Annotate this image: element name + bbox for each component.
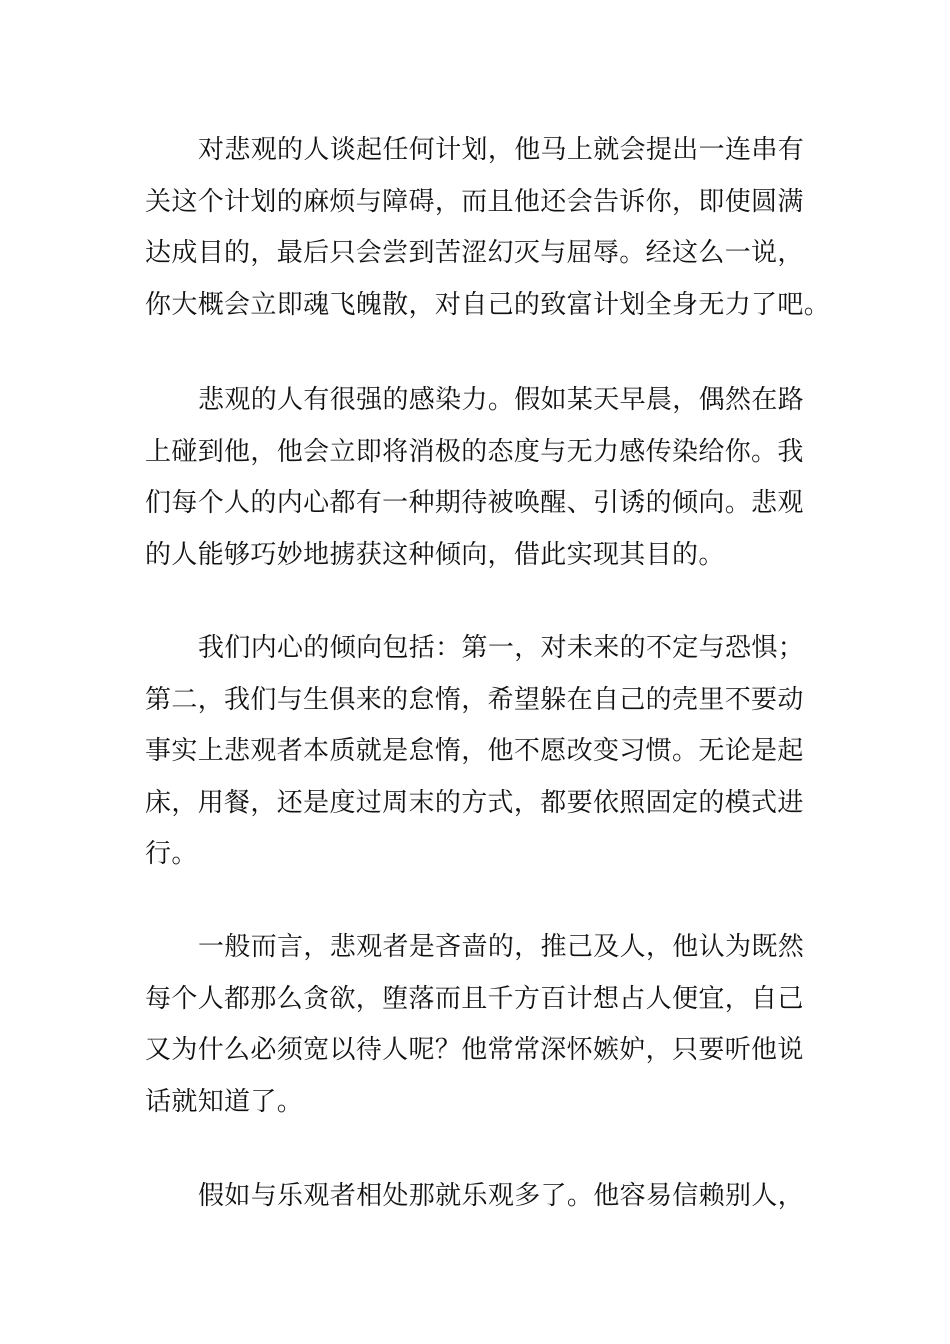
- paragraph-2: [145, 375, 809, 581]
- paragraph-line: 假如与乐观者相处那就乐观多了。他容易信赖别人，: [198, 1181, 805, 1211]
- paragraph-line: 悲观的人有很强的感染力。假如某天早晨，偶然在路: [198, 385, 805, 415]
- paragraph-line: 一般而言，悲观者是吝啬的，推己及人，他认为既然: [198, 932, 805, 962]
- paragraph-5: [145, 1171, 809, 1223]
- paragraph-line: 关这个计划的麻烦与障碍，而且他还会告诉你，即使圆满: [145, 186, 804, 217]
- paragraph-line: 的人能够巧妙地掳获这种倾向，借此实现其目的。: [145, 539, 725, 570]
- paragraph-line: 对悲观的人谈起任何计划，他马上就会提出一连串有: [198, 135, 805, 165]
- paragraph-line: 你大概会立即魂飞魄散，对自己的致富计划全身无力了吧。: [145, 289, 831, 320]
- paragraph-line: 事实上悲观者本质就是怠惰，他不愿改变习惯。无论是起: [145, 736, 804, 766]
- paragraph-1: [145, 125, 831, 331]
- paragraph-line: 上碰到他，他会立即将消极的态度与无力感传染给你。我: [145, 436, 804, 467]
- paragraph-line: 床，用餐，还是度过周末的方式，都要依照固定的模式进: [145, 787, 804, 818]
- paragraph-line: 我们内心的倾向包括：第一，对未来的不定与恐惧；: [198, 633, 805, 663]
- paragraph-line: 达成目的，最后只会尝到苦涩幻灭与屈辱。经这么一说，: [145, 238, 804, 268]
- paragraph-3: [145, 623, 809, 881]
- paragraph-line: 话就知道了。: [145, 1086, 304, 1117]
- paragraph-4: [145, 922, 809, 1128]
- paragraph-line: 又为什么必须宽以待人呢？他常常深怀嫉妒，只要听他说: [145, 1035, 804, 1065]
- paragraph-line: 第二，我们与生俱来的怠惰，希望躲在自己的壳里不要动: [145, 684, 804, 715]
- paragraph-line: 们每个人的内心都有一种期待被唤醒、引诱的倾向。悲观: [145, 488, 804, 518]
- paragraph-line: 行。: [145, 839, 198, 869]
- paragraph-line: 每个人都那么贪欲，堕落而且千方百计想占人便宜，自己: [145, 983, 804, 1014]
